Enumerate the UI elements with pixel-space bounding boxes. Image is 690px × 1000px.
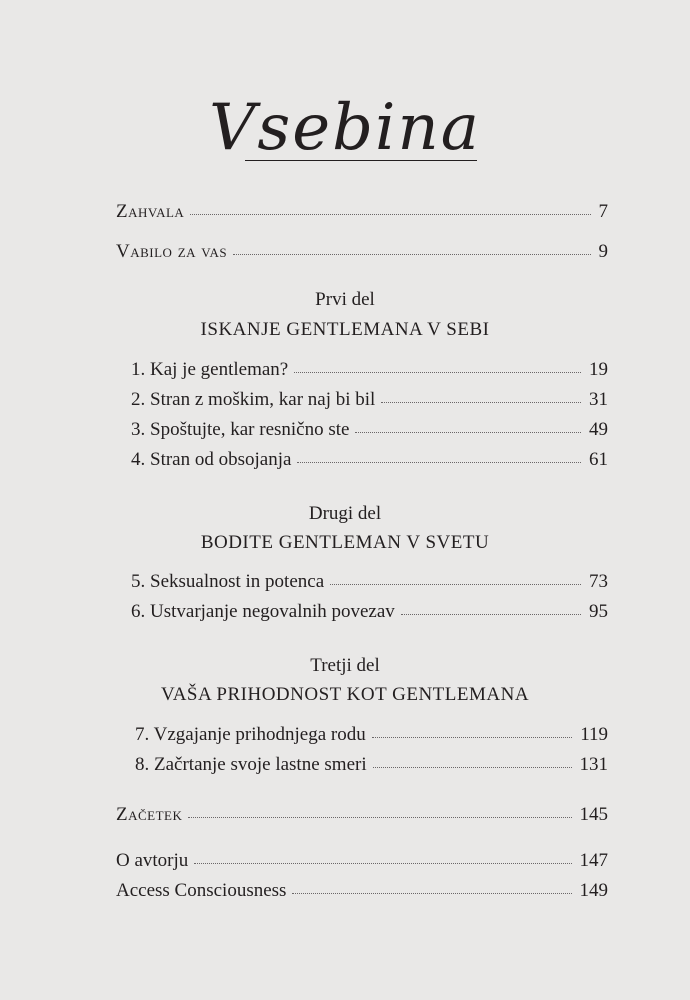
page-title: Vsebina <box>209 91 481 165</box>
toc-entry-label: 6. Ustvarjanje negovalnih povezav <box>131 601 395 622</box>
dot-leader <box>381 402 581 403</box>
toc-entry-page: 7 <box>598 201 608 222</box>
toc-entry-vabilo[interactable] <box>116 240 608 264</box>
part-heading: Tretji del <box>310 655 380 676</box>
toc-entry-chapter-2[interactable] <box>131 388 608 412</box>
part-title: ISKANJE GENTLEMANA V SEBI <box>200 319 490 340</box>
toc-entry-page: 145 <box>579 804 608 825</box>
toc-entry-label: Začetek <box>116 804 183 825</box>
dot-leader <box>330 584 581 585</box>
title-underline <box>245 160 477 161</box>
dot-leader <box>194 863 571 864</box>
toc-entry-label: Vabilo za vas <box>116 241 228 262</box>
toc-entry-page: 61 <box>589 449 608 470</box>
toc-entry-label: O avtorju <box>116 850 189 871</box>
dot-leader <box>401 614 581 615</box>
toc-entry-zahvala[interactable] <box>116 200 608 224</box>
dot-leader <box>294 372 581 373</box>
toc-entry-page: 149 <box>579 880 608 901</box>
toc-entry-page: 9 <box>598 241 608 262</box>
part-title: VAŠA PRIHODNOST KOT GENTLEMANA <box>160 684 530 705</box>
toc-entry-chapter-1[interactable] <box>131 358 608 382</box>
toc-entry-label: 7. Vzgajanje prihodnjega rodu <box>135 724 366 745</box>
toc-entry-chapter-4[interactable] <box>131 448 608 472</box>
toc-entry-chapter-8[interactable] <box>135 753 608 777</box>
dot-leader <box>188 817 571 818</box>
toc-entry-page: 95 <box>589 601 608 622</box>
dot-leader <box>297 462 581 463</box>
toc-entry-label: Zahvala <box>116 201 185 222</box>
dot-leader <box>233 254 590 255</box>
toc-entry-label: 8. Začrtanje svoje lastne smeri <box>135 754 367 775</box>
toc-entry-chapter-6[interactable] <box>131 600 608 624</box>
toc-entry-page: 147 <box>579 850 608 871</box>
toc-entry-chapter-7[interactable] <box>135 723 608 747</box>
toc-entry-label: 2. Stran z moškim, kar naj bi bil <box>131 389 376 410</box>
toc-entry-page: 19 <box>589 359 608 380</box>
dot-leader <box>372 737 572 738</box>
toc-entry-page: 31 <box>589 389 608 410</box>
toc-entry-access-consciousness[interactable] <box>116 879 608 903</box>
part-heading: Prvi del <box>315 289 375 310</box>
dot-leader <box>190 214 590 215</box>
part-heading: Drugi del <box>308 503 382 524</box>
toc-entry-label: 1. Kaj je gentleman? <box>131 359 289 380</box>
dot-leader <box>355 432 581 433</box>
toc-entry-label: 4. Stran od obsojanja <box>131 449 292 470</box>
toc-entry-page: 119 <box>580 724 608 745</box>
dot-leader <box>292 893 571 894</box>
toc-entry-zacetek[interactable] <box>116 803 608 827</box>
toc-entry-chapter-3[interactable] <box>131 418 608 442</box>
toc-entry-label: 5. Seksualnost in potenca <box>131 571 325 592</box>
toc-entry-page: 131 <box>579 754 608 775</box>
toc-entry-label: Access Consciousness <box>116 880 287 901</box>
toc-entry-o-avtorju[interactable] <box>116 849 608 873</box>
toc-entry-page: 49 <box>589 419 608 440</box>
dot-leader <box>373 767 572 768</box>
part-title: BODITE GENTLEMAN V SVETU <box>200 532 490 553</box>
toc-entry-chapter-5[interactable] <box>131 570 608 594</box>
toc-entry-label: 3. Spoštujte, kar resnično ste <box>131 419 350 440</box>
toc-entry-page: 73 <box>589 571 608 592</box>
